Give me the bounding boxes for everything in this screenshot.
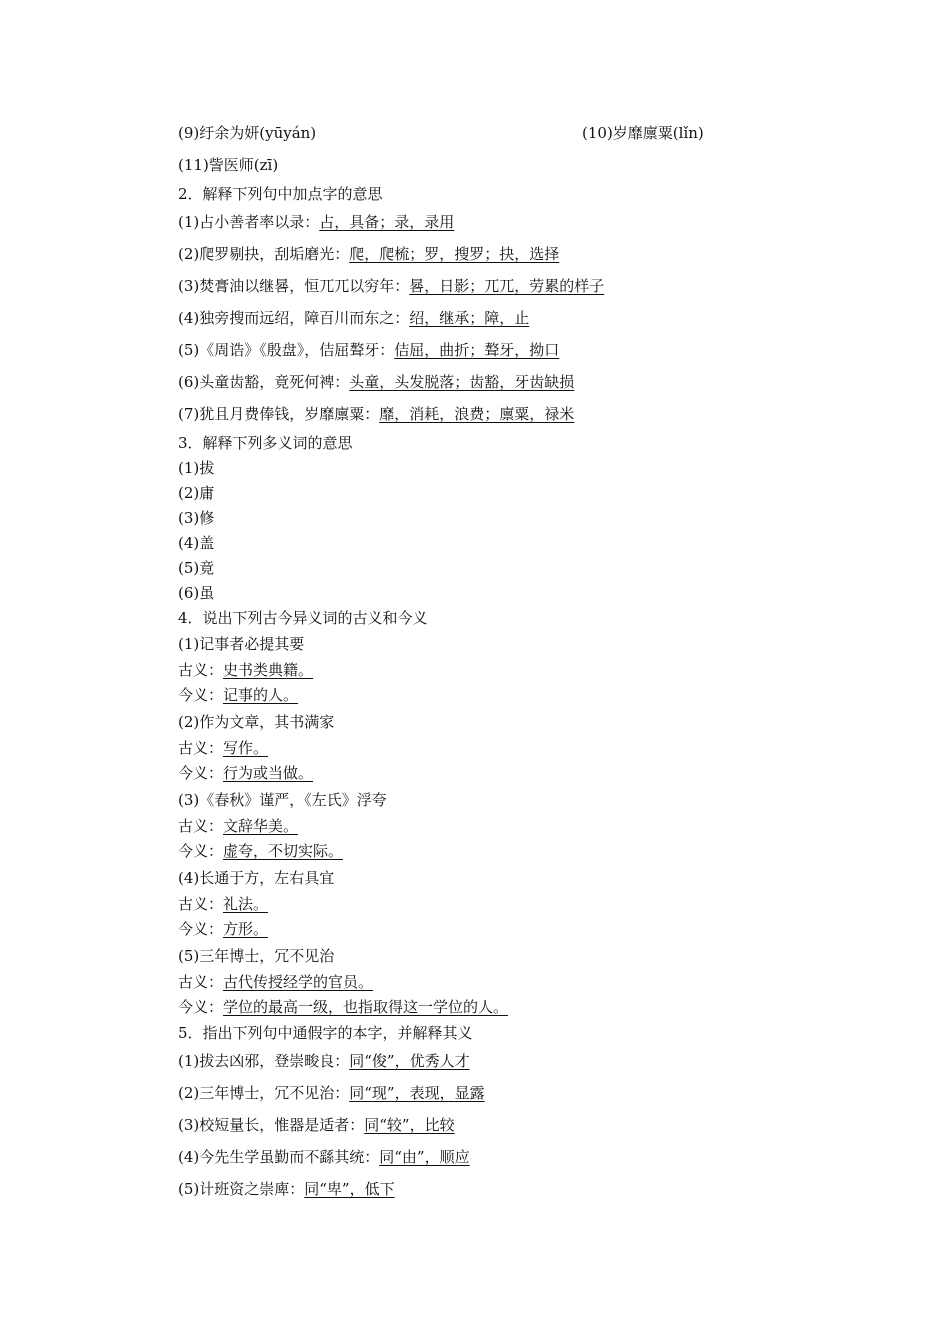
question-text: (5)计班资之崇庳： [178,1180,305,1198]
question-line: (3)《春秋》谨严，《左氏》浮夸 [178,791,387,809]
ancient-meaning [178,659,778,684]
answer-text: 行为或当做。 [223,764,314,782]
question-line [178,207,778,239]
ancient-meaning [178,893,778,918]
vocab-row [178,150,778,182]
section-heading: 2．解释下列句中加点字的意思 [178,185,383,203]
question-line [178,239,778,271]
answer-text: 靡，消耗，浪费；廪粟，禄米 [379,405,575,423]
answer-text: 写作。 [223,739,269,757]
question-line: (5)三年博士，冗不见治 [178,947,335,965]
question-line [178,1174,778,1206]
question-text: (2)三年博士，冗不见治： [178,1084,350,1102]
ancient-meaning [178,737,778,762]
question-line [178,335,778,367]
list-item: (4)盖 [178,534,215,552]
label: 今义： [178,998,224,1016]
answer-text: 占，具备；录，录用 [319,213,455,231]
section-heading: 5．指出下列句中通假字的本字，并解释其义 [178,1024,473,1042]
answer-text: 头童，头发脱落；齿豁，牙齿缺损 [349,373,575,391]
label: 今义： [178,842,224,860]
label: 古义： [178,661,224,679]
question-line [178,1110,778,1142]
ancient-meaning [178,815,778,840]
answer-text: 同“卑”，低下 [304,1180,395,1198]
list-item: (2)庸 [178,484,215,502]
document-content [178,118,778,1206]
vocab-item: (9)纡余为妍(yūyán) [178,124,317,142]
modern-meaning [178,918,778,943]
answer-text: 记事的人。 [223,686,299,704]
question-text: (6)头童齿豁，竟死何裨： [178,373,350,391]
answer-text: 同“俊”，优秀人才 [349,1052,470,1070]
list-item: (3)修 [178,509,215,527]
answer-text: 古代传授经学的官员。 [223,973,374,991]
section-heading: 4．说出下列古今异义词的古义和今义 [178,609,428,627]
question-line [178,1078,778,1110]
list-item: (5)竟 [178,559,215,577]
section-heading: 3．解释下列多义词的意思 [178,434,353,452]
answer-text: 文辞华美。 [223,817,299,835]
answer-text: 史书类典籍。 [223,661,314,679]
question-line [178,1142,778,1174]
answer-text: 同“现”，表现，显露 [349,1084,485,1102]
question-text: (3)校短量长，惟器是适者： [178,1116,365,1134]
question-text: (5)《周诰》《殷盘》，佶屈聱牙： [178,341,395,359]
answer-text: 同“较”，比较 [364,1116,455,1134]
answer-text: 方形。 [223,920,269,938]
question-text: (1)拔去凶邪，登崇畯良： [178,1052,350,1070]
answer-text: 佶屈，曲折；聱牙，拗口 [394,341,560,359]
answer-text: 同“由”，顺应 [379,1148,470,1166]
answer-text: 晷，日影；兀兀，劳累的样子 [409,277,605,295]
question-line: (4)长通于方，左右具宜 [178,869,335,887]
question-line [178,303,778,335]
modern-meaning [178,684,778,709]
question-line [178,1046,778,1078]
question-line [178,399,778,431]
label: 古义： [178,739,224,757]
ancient-meaning [178,971,778,996]
question-text: (7)犹且月费俸钱，岁靡廪粟： [178,405,380,423]
question-line: (1)记事者必提其要 [178,635,305,653]
question-line [178,271,778,303]
modern-meaning [178,996,778,1021]
question-line [178,367,778,399]
answer-text: 学位的最高一级，也指取得这一学位的人。 [223,998,509,1016]
label: 古义： [178,895,224,913]
question-text: (1)占小善者率以录： [178,213,320,231]
question-text: (4)今先生学虽勤而不繇其统： [178,1148,380,1166]
list-item: (6)虽 [178,584,215,602]
answer-text: 爬，爬梳；罗，搜罗；抉，选择 [349,245,560,263]
answer-text: 礼法。 [223,895,269,913]
modern-meaning [178,840,778,865]
vocab-item: (10)岁靡廪粟(lǐn) [582,124,704,142]
label: 古义： [178,817,224,835]
question-text: (4)独旁搜而远绍，障百川而东之： [178,309,410,327]
vocab-row [178,118,778,150]
question-line: (2)作为文章，其书满家 [178,713,335,731]
question-text: (2)爬罗剔抉，刮垢磨光： [178,245,350,263]
label: 今义： [178,686,224,704]
answer-text: 绍，继承；障，止 [409,309,530,327]
question-text: (3)焚膏油以继晷，恒兀兀以穷年： [178,277,410,295]
modern-meaning [178,762,778,787]
answer-text: 虚夸，不切实际。 [223,842,344,860]
label: 今义： [178,764,224,782]
label: 今义： [178,920,224,938]
list-item: (1)拔 [178,459,215,477]
label: 古义： [178,973,224,991]
vocab-item: (11)訾医师(zī) [178,156,279,174]
